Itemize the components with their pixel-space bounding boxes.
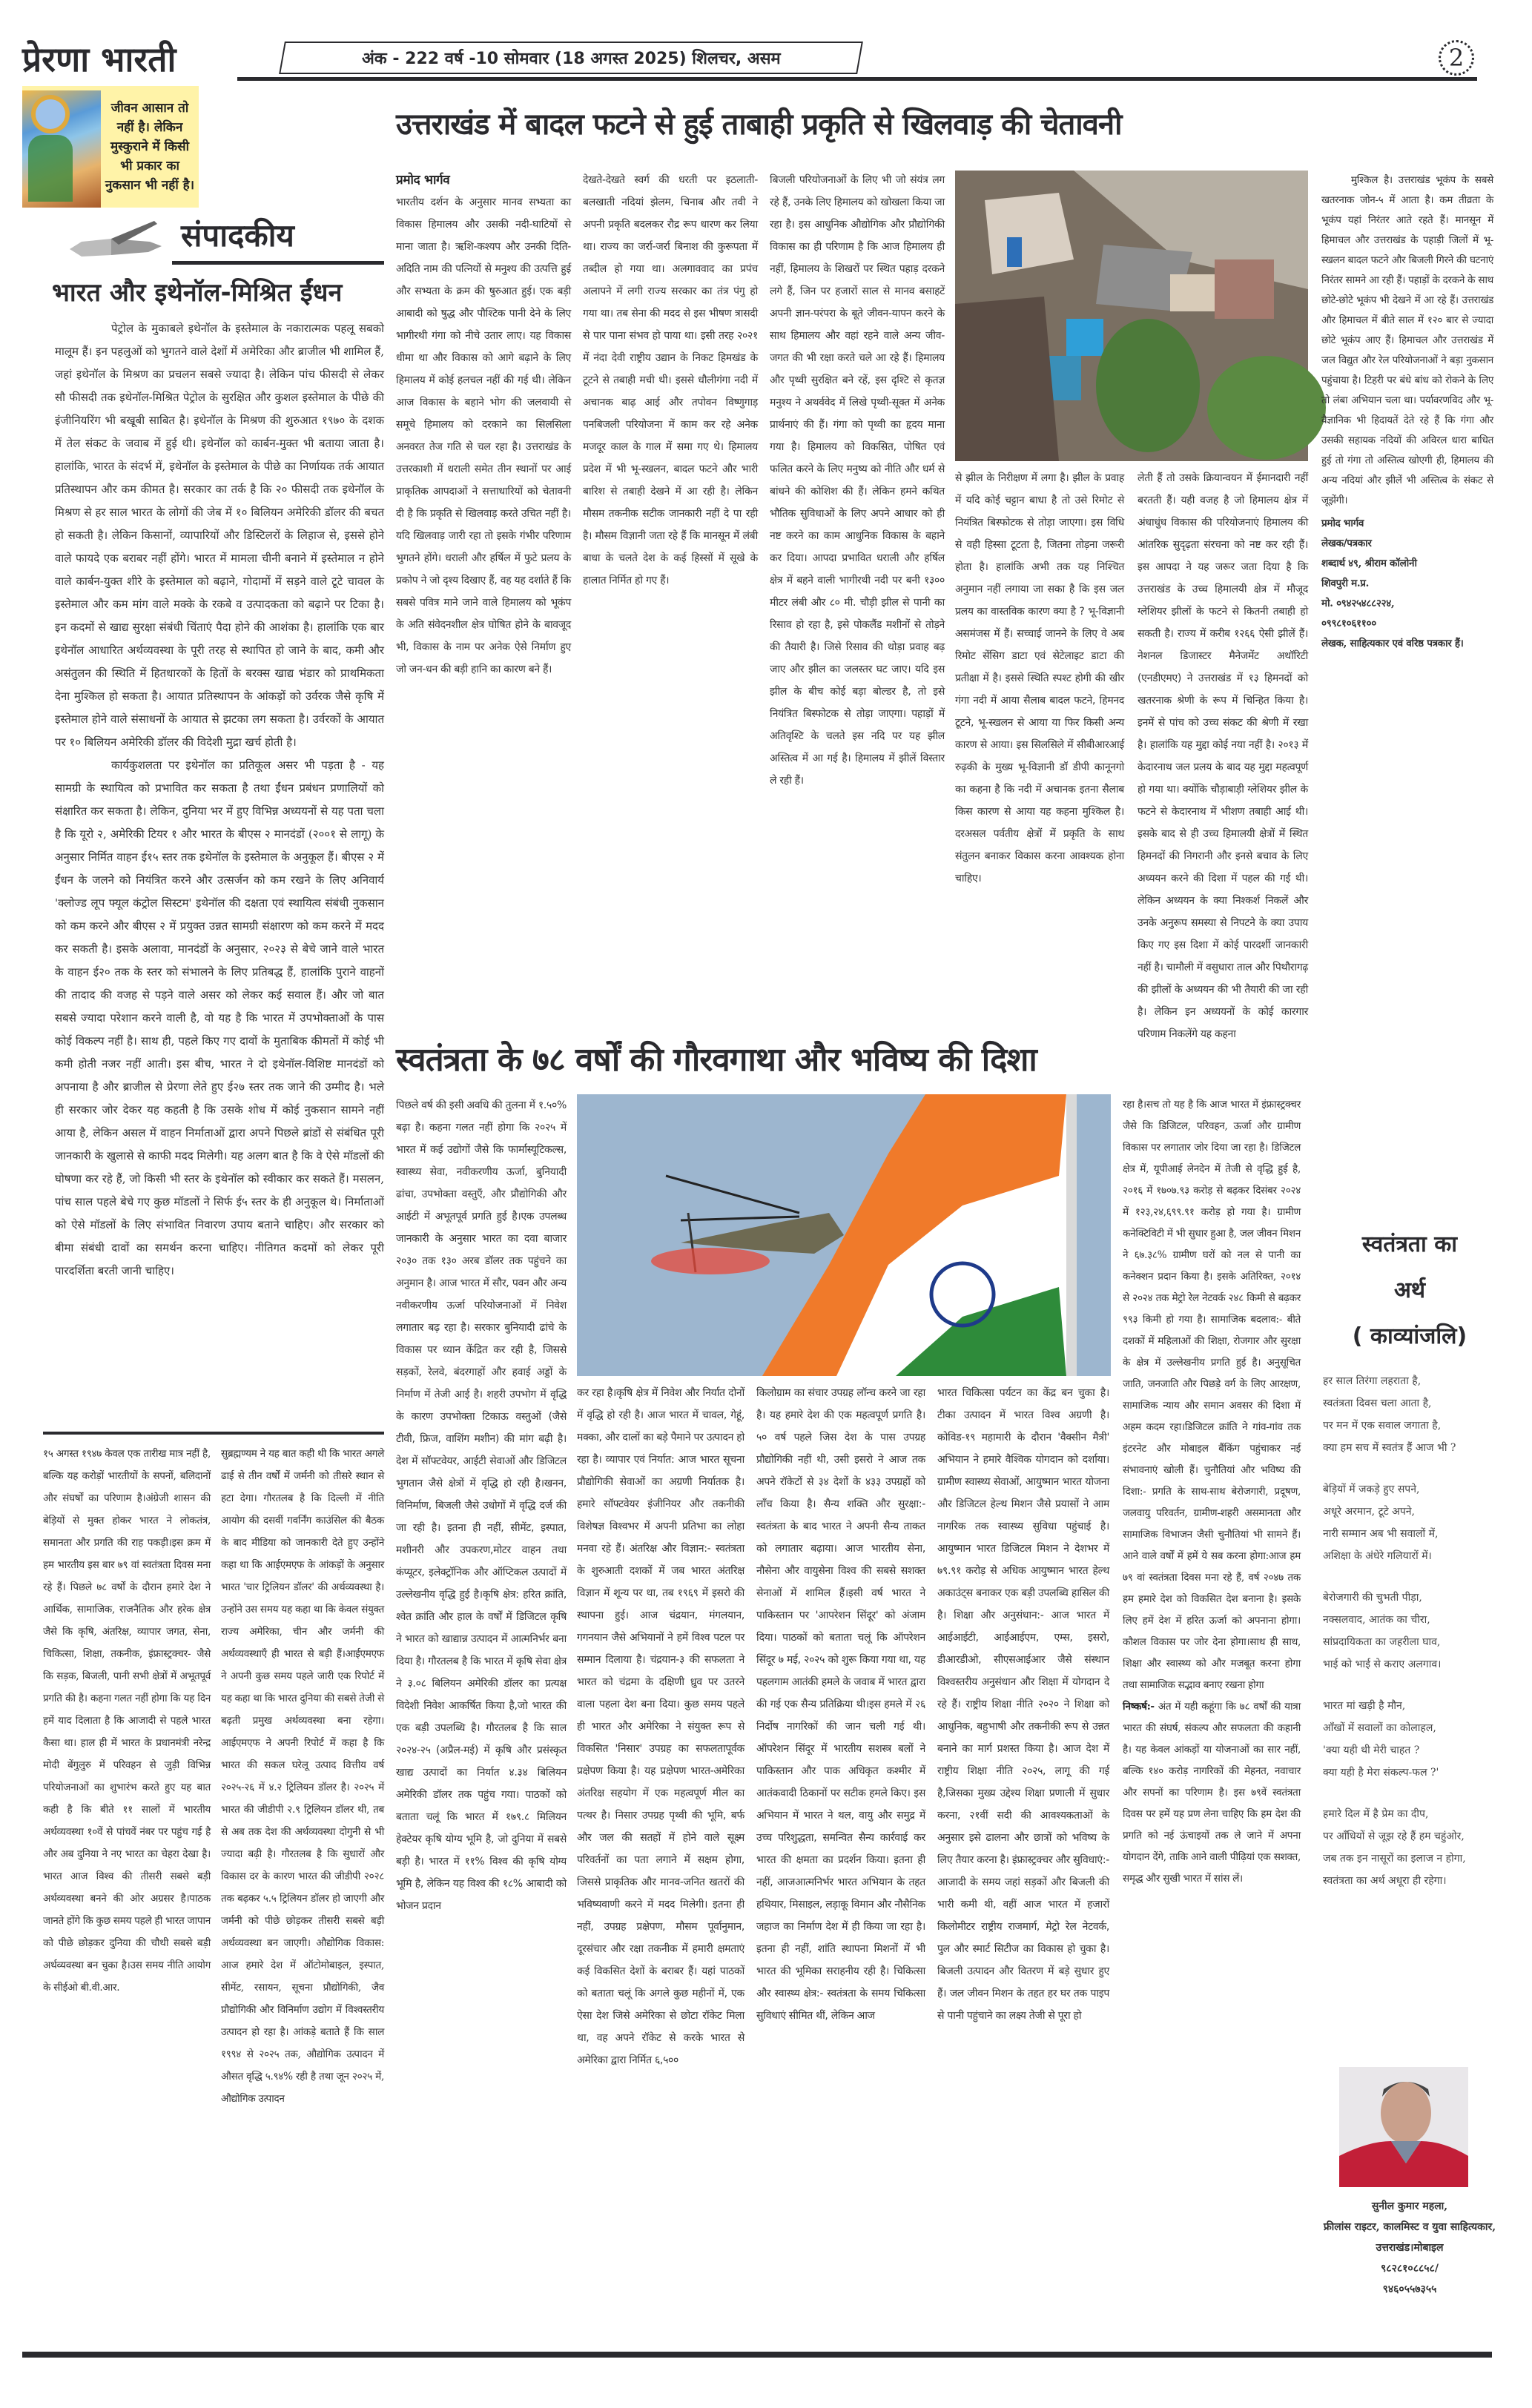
- poem-line: हर साल तिरंगा लहराता है,: [1323, 1375, 1422, 1387]
- article2-column-text: १५ अगस्त १९४७ केवल एक तारीख मात्र नहीं है, बल्कि यह करोड़ों भारतीयों के सपनों, बलिदानों और संघर्षों का परिणाम है।अंग्रेजी शासन की बेड़ियों से मुक्त होकर भारत ने लोकतंत्र, समानता और प्रगति की राह पकड़ी।इस क्रम में हम भारतीय इस बार ७९ वां स्वतंत्रता दिवस मना रहे हैं। पिछले ७८ वर्षों के दौरान हमारे देश ने आर्थिक, सामाजिक, राजनैतिक और हरेक क्षेत्र जैसे कि कृषि, अंतरिक्ष, व्यापार जगत, सेना, चिकित्सा, शिक्षा, तकनीक, इंफ्रास्ट्रक्चर- जैसे कि सड़क, बिजली, पानी सभी क्षेत्रों में अभूतपूर्व प्रगति की है। कहना गलत नहीं होगा कि यह दिन हमें याद दिलाता है कि आजादी से पहले भारत कैसा था। हाल ही में भारत के प्रधानमंत्री नरेन्द्र मोदी बेंगुलुरु में परिवहन से जुड़ी विभिन्न परियोजनाओं का शुभारंभ करते हुए यह बात कही है कि बीते ११ सालों में भारतीय अर्थव्यवस्था १०वें से पांचवें नंबर पर पहुंच गई है और अब दुनिया ने नए भारत का चेहरा देखा है।भारत आज विश्व की तीसरी सबसे बड़ी अर्थव्यवस्था बनने की ओर अग्रसर है।पाठक जानते होंगे कि कुछ समय पहले ही भारत जापान को पीछे छोड़कर दुनिया की चौथी सबसे बड़ी अर्थव्यवस्था बन चुका है।उस समय नीति आयोग के सीईओ बी.वी.आर.: [43, 1448, 211, 1994]
- article2-column-text: भारत चिकित्सा पर्यटन का केंद्र बन चुका है। टीका उत्पादन में भारत विश्व अग्रणी है। कोविड-१९ महामारी के दौरान 'वैक्सीन मैत्री' अभियान ने हमारे वैश्विक योगदान को दर्शाया। ग्रामीण स्वास्थ्य सेवाओं, आयुष्मान भारत योजना और डिजिटल हेल्थ मिशन जैसे प्रयासों ने आम नागरिक तक स्वास्थ्य सुविधा पहुंचाई है।आयुष्मान भारत डिजिटल मिशन ने देशभर में ७९.९१ करोड़ से अधिक आयुष्मान भारत हेल्थ अकाउंट्स बनाकर एक बड़ी उपलब्धि हासिल की है। शिक्षा और अनुसंधान:- आज भारत में आईआईटी, आईआईएम, एम्स, इसरो, डीआरडीओ, सीएसआईआर जैसे संस्थान विश्वस्तरीय अनुसंधान और शिक्षा में योगदान दे रहे हैं। राष्ट्रीय शिक्षा नीति २०२० ने शिक्षा को आधुनिक, बहुभाषी और तकनीकी रूप से उन्नत बनाने का मार्ग प्रशस्त किया है। आज देश में राष्ट्रीय शिक्षा नीति २०२५, लागू की गई है,जिसका मुख्य उद्देश्य शिक्षा प्रणाली में सुधार करना, २१वीं सदी की आवश्यकताओं के अनुसार इसे ढालना और छात्रों को भविष्य के लिए तैयार करना है। इंफ्रास्ट्रक्चर और सुविधाएं:- आजादी के समय जहां सड़कों और बिजली की भारी कमी थी, वहीं आज भारत में हजारों किलोमीटर राष्ट्रीय राजमार्ग, मेट्रो रेल नेटवर्क, पुल और स्मार्ट सिटीज का विकास हो चुका है। बिजली उत्पादन और वितरण में बड़े सुधार हुए हैं। जल जीवन मिशन के तहत हर घर तक पाइप से पानी पहुंचाने का लक्ष्य तेजी से पूरा हो: [937, 1387, 1109, 2022]
- article2-column: [937, 1382, 1109, 2347]
- landslide-illustration: [955, 171, 1308, 461]
- independence-day-photo: [577, 1094, 1111, 1376]
- quote-box: [22, 86, 199, 208]
- article2-column: [577, 1382, 744, 2347]
- article2-column: [756, 1382, 925, 2347]
- article2-column-text: पिछले वर्ष की इसी अवधि की तुलना में १.५०% बढ़ा है। कहना गलत नहीं होगा कि २०२५ में भारत में कई उद्योगों जैसे कि फार्मास्यूटिकल्स, स्वास्थ्य सेवा, नवीकरणीय ऊर्जा, बुनियादी ढांचा, उपभोक्ता वस्तुएँ, और प्रौद्योगिकी और आईटी में अभूतपूर्व प्रगति हुई है।एक उपलब्ध जानकारी के अनुसार भारत का दवा बाजार २०३० तक १३० अरब डॉलर तक पहुंचने का अनुमान है। आज भारत में सौर, पवन और अन्य नवीकरणीय ऊर्जा परियोजनाओं में निवेश लगातार बढ़ रहा है। सरकार बुनियादी ढांचे के विकास पर ध्यान केंद्रित कर रही है, जिससे सड़कों, रेलवे, बंदरगाहों और हवाई अड्डों के निर्माण में तेजी आई है। शहरी उपभोग में वृद्धि के कारण उपभोक्ता टिकाऊ वस्तुओं (जैसे टीवी, फ्रिज, वाशिंग मशीन) की मांग बढ़ी है। देश में सॉफ्टवेयर, आईटी सेवाओं और डिजिटल भुगतान जैसे क्षेत्रों में वृद्धि हो रही है।खनन, विनिर्माण, बिजली जैसे उधोगों में वृद्धि दर्ज की जा रही है। इतना ही नहीं, सीमेंट, इस्पात, मशीनरी और उपकरण,मोटर वाहन तथा कंप्यूटर, इलेक्ट्रॉनिक और ऑप्टिकल उत्पादों में उल्लेखनीय वृद्धि हुई है।कृषि क्षेत्र: हरित क्रांति, श्वेत क्रांति और हाल के वर्षों में डिजिटल कृषि ने भारत को खाद्यान्न उत्पादन में आत्मनिर्भर बना दिया है। गौरतलब है कि भारत में कृषि सेवा क्षेत्र ने ३.०८ बिलियन अमेरिकी डॉलर का प्रत्यक्ष विदेशी निवेश आकर्षित किया है,जो भारत की एक बड़ी उपलब्धि है। गौरतलब है कि साल २०२४-२५ (अप्रैल-मई) में कृषि और प्रसंस्कृत खाद्य उत्पादों का निर्यात ४.३४ बिलियन अमेरिकी डॉलर तक पहुंच गया। पाठकों को बताता चलूं कि भारत में १७९.८ मिलियन हेक्टेयर कृषि योग्य भूमि है, जो दुनिया में सबसे बड़ी है। भारत में ११% विश्व की कृषि योग्य भूमि है, लेकिन यह विश्व की १८% आबादी को भोजन प्रदान: [396, 1099, 567, 1912]
- poem-line: अधूरे अरमान, टूटे अपने,: [1323, 1506, 1416, 1518]
- poem-stanza: [1323, 1803, 1516, 1892]
- krishna-arjuna-image: [22, 90, 101, 208]
- issue-info-box: [279, 42, 863, 74]
- article2-column: [396, 1094, 567, 2347]
- article1-headline: उत्तराखंड में बादल फटने से हुई ताबाही प्रकृति से खिलवाड़ की चेतावनी: [396, 108, 1122, 142]
- poem-title-line: ( काव्यांजलि): [1352, 1323, 1467, 1349]
- article1-column-text: मुश्किल है। उत्तराखंड भूकंप के सबसे खतरनाक जोन-५ में आता है। कम तीव्रता के भूकंप यहां निरंतर आते रहते हैं। मानसून में हिमाचल और उत्तराखंड के पहाड़ी जिलों में भू-स्खलन बादल फटने और बिजली गिरने की घटनाएं निरंतर सामने आ रही हैं। पहाड़ों के दरकने के साथ छोटे-छोटे भूकंप भी देखने में आ रहे हैं। उत्तराखंड और हिमाचल में बीते साल में १२० बार से ज्यादा छोटे भूकंप आए हैं। हिमाचल और उत्तराखंड में जल विद्युत और रेल परियोजनाओं ने बड़ा नुकसान पहुंचाया है। टिहरी पर बंधे बांध को रोकने के लिए तो लंबा अभियान चला था। पर्यावरणविद और भू-वैज्ञानिक भी हिदायतें देते रहे हैं कि गंगा और उसकी सहायक नदियों की अविरल धारा बाधित हुई तो गंगा तो अस्तित्व खोएगी ही, हिमालय की अन्य नदियां और झीलें भी अस्तित्व के संकट से जूझेंगी।: [1321, 174, 1493, 506]
- author-caption: [1317, 2196, 1502, 2300]
- signature-phone-label: मो.: [1321, 598, 1333, 609]
- article1-column-text: से झील के निरीक्षण में लगा है। झील के प्रवाह में यदि कोई चट्टान बाधा है तो उसे रिमोट से नियंत्रित बिस्फोटक से तोड़ा जाएगा। इस विधि से वही हिस्सा टूटता है, जितना तोड़ना जरूरी होता है। हालांकि अभी तक यह निश्चित अनुमान नहीं लगाया जा सका है कि इस जल प्रलय का वास्तविक कारण क्या है ? भू-विज्ञानी असमंजस में हैं। सच्चाई जानने के लिए वे अब रिमोट सेंसिग डाटा एवं सेटेलाइट डाटा की प्रतीक्षा में है। इससे स्थिति स्पश्ट होगी की खीर गंगा नदी में आया सैलाब बादल फटने, हिमनद टूटने, भू-स्खलन से आया या फिर किसी अन्य कारण से आया। इस सिलसिले में सीबीआरआई रुढ़की के मुख्य भू-विज्ञानी डॉ डीपी कानूनगो का कहना है कि नदी में अचानक इतना सैलाब किस कारण से आया यह कहना मुश्किल है। दरअसल पर्वतीय क्षेत्रों में प्रकृति के साथ संतुलन बनाकर विकास करना आवश्यक होना चाहिए।: [955, 472, 1124, 884]
- poem-line: पर आँधियों से जूझ रहे हैं हम चहुंओर,: [1323, 1830, 1465, 1842]
- signature-bio: लेखक, साहित्यकार एवं वरिष्ठ पत्रकार हैं।: [1321, 638, 1464, 649]
- poem-stanza: [1323, 1370, 1516, 1459]
- editorial-rule: [172, 261, 384, 265]
- flag-helicopter-illustration: [577, 1094, 1111, 1376]
- article1-final-column: [1321, 171, 1493, 1014]
- poem-title-line: स्वतंत्रता का: [1361, 1231, 1458, 1257]
- editorial-label: संपादकीय: [181, 217, 294, 254]
- poem-line: हमारे दिल में है प्रेम का दीप,: [1323, 1808, 1429, 1820]
- article2-column-text: सुब्रह्मण्यम ने यह बात कही थी कि भारत अगले ढाई से तीन वर्षों में जर्मनी को तीसरे स्थान से हटा देगा। गौरतलब है कि दिल्ली में नीति आयोग की दसवीं गवर्निंग काउंसिल की बैठक के बाद मीडिया को जानकारी देते हुए उन्होंने कहा था कि आईएमएफ के आंकड़ों के अनुसार भारत 'चार ट्रिलियन डॉलर' की अर्थव्यवस्था है। उन्होंने उस समय यह कहा था कि केवल संयुक्त राज्य अमेरिका, चीन और जर्मनी की अर्थव्यवस्थाएँ ही भारत से बड़ी हैं।आईएमएफ ने अपनी कुछ समय पहले जारी एक रिपोर्ट में यह कहा था कि भारत दुनिया की सबसे तेजी से बढ़ती प्रमुख अर्थव्यवस्था बना रहेगा। आईएमएफ ने अपनी रिपोर्ट में कहा है कि भारत की सकल घरेलू उत्पाद वित्तीय वर्ष २०२५-२६ में ४.२ ट्रिलियन डॉलर है। २०२५ में भारत की जीडीपी २.९ ट्रिलियन डॉलर थी, तब से अब तक देश की अर्थव्यवस्था दोगुनी से भी ज्यादा बढ़ी है। गौरतलब है कि सुधारों और विकास दर के कारण भारत की जीडीपी २०२८ तक बढ़कर ५.५ ट्रिलियन डॉलर हो जाएगी और जर्मनी को पीछे छोड़कर तीसरी सबसे बड़ी अर्थव्यवस्था बन जाएगी। औद्योगिक विकास: आज हमारे देश में ऑटोमोबाइल, इस्पात, सीमेंट, रसायन, सूचना प्रौद्योगिकी, जैव प्रौद्योगिकी और विनिर्माण उद्योग में विश्वस्तरीय उत्पादन हो रहा है। आंकड़े बताते हैं कि साल १९९४ से २०२५ तक, औद्योगिक उत्पादन में औसत वृद्धि ५.९४% रही है तथा जून २०२५ में, औद्योगिक उत्पादन: [221, 1448, 384, 2105]
- poem-line: बेड़ियों में जकड़े हुए सपने,: [1323, 1484, 1420, 1495]
- signature-role: लेखक/पत्रकार: [1321, 538, 1372, 549]
- article1-column-text: लेती हैं तो उसके क्रियान्वयन में ईमानदारी नहीं बरतती हैं। यही वजह है जो हिमालय क्षेत्र में अंधाधुंध विकास की परियोजनाएं हिमालय की आंतरिक सुदृढ़ता संरचना को नष्ट कर रही हैं। इस आपदा ने यह जरूर जता दिया है कि उत्तराखंड के उच्च हिमालयी क्षेत्र में मौजूद ग्लेशियर झीलों के फटने से कितनी तबाही हो सकती है। राज्य में करीब १२६६ ऐसी झीलें हैं। नेशनल डिजास्टर मैनेजमेंट अथॉरिटी (एनडीएमए) ने उत्तराखंड में १३ हिमनदों को खतरनाक श्रेणी के रूप में चिन्हित किया है। इनमें से पांच को उच्च संकट की श्रेणी में रखा है। हालांकि यह मुद्दा कोई नया नहीं है। २०१३ में केदारनाथ जल प्रलय के बाद यह मुद्दा महत्वपूर्ण हो गया था। क्योंकि चौड़ाबाड़ी ग्लेशियर झील के फटने से केदारनाथ में भीशण तबाही आई थी। इसके बाद से ही उच्च हिमालयी क्षेत्रों में स्थित हिमनदों की निगरानी और इनसे बचाव के लिए अध्ययन करने की दिशा में पहल की गई थी। लेकिन अध्ययन के क्या निश्कर्श निकलें और उनके अनुरूप समस्या से निपटने के क्या उपाय किए गए इस दिशा में कोई पारदर्शी जानकारी नहीं है। चामौली में वसुधारा ताल और पिथौरागढ़ की झीलों के अध्ययन की भी तैयारी की जा रही है। लेकिन इन अध्ययनों के कोई कारगार परिणाम निकलेंगे यह कहना: [1138, 472, 1308, 1040]
- editorial-paragraph: पेट्रोल के मुकाबले इथेनॉल के इस्तेमाल के नकारात्मक पहलू सबको मालूम हैं। इन पहलुओं को भुगतने वाले देशों में अमेरिका और ब्राजील भी शामिल हैं, जहां इथेनॉल के मिश्रण का प्रचलन सबसे ज्यादा है। लेकिन पांच फीसदी से लेकर सौ फीसदी तक इथेनॉल-मिश्रित पेट्रोल के सुरक्षित और कुशल इस्तेमाल के पीछे की इंजीनियरिंग भी बखूबी साबित है। इथेनॉल के मिश्रण की शुरुआत १९७० के दशक में तेल संकट के जवाब में हुई थी। इथेनॉल को कार्बन-मुक्त भी बताया जाता है। हालांकि, भारत के संदर्भ में, इथेनॉल के इस्तेमाल के पीछे का निर्णायक तर्क आयात प्रतिस्थापन और कम कीमत है। सरकार का तर्क है कि २० फीसदी तक इथेनॉल के मिश्रण से हर साल भारत के लोगों की जेब में १० बिलियन अमेरिकी डॉलर की बचत हो सकती है। लेकिन किसानों, व्यापारियों और डिस्टिलरों के लिहाज से, इससे होने वाले फायदे एक बराबर नहीं होंगे। भारत में मामला चीनी बनाने में इस्तेमाल न होने वाले कार्बन-युक्त शीरे के इस्तेमाल को बढ़ाने, गोदामों में सड़ने वाले टूटे चावल के इस्तेमाल और कम मांग वाले मक्के के रकबे व उत्पादकता को बढ़ाने पर टिका है। इन कदमों से खाद्य सुरक्षा संबंधी चिंताएं पैदा होने की आशंका है। हालांकि एक बार इथेनॉल आधारित अर्थव्यवस्था के पूरी तरह से स्थापित हो जाने के बाद, कमी और असंतुलन की स्थिति में हितधारकों के हितों के बरक्स खाद्य भंडार को प्राथमिकता देना मुश्किल हो सकता है। आयात प्रतिस्थापन के आंकड़ों को उर्वरक जैसे कृषि में इस्तेमाल होने वाले संसाधनों के आयात से झटका लग सकता है। उर्वरकों के आयात पर १० बिलियन अमेरिकी डॉलर की विदेशी मुद्रा खर्च होती है।: [55, 322, 385, 749]
- poem-line: क्या हम सच में स्वतंत्र हैं आज भी ?: [1323, 1442, 1456, 1454]
- page-number-badge: 2: [1439, 40, 1474, 76]
- poem-line: नक्सलवाद, आतंक का चीरा,: [1323, 1614, 1430, 1626]
- article1-byline: प्रमोद भार्गव: [396, 173, 450, 188]
- article2-column-text: किलोग्राम का संचार उपग्रह लॉन्च करने जा रहा है। यह हमारे देश की एक महत्वपूर्ण प्रगति है। ५० वर्ष पहले जिस देश के पास उपग्रह प्रौद्योगिकी नहीं थी, उसी इसरो ने आज तक अपने रॉकेटों से ३४ देशों के ४३३ उपग्रहों को लॉंच किया है। सैन्य शक्ति और सुरक्षा:-स्वतंत्रता के बाद भारत ने अपनी सैन्य ताकत को लगातार बढ़ाया। आज भारतीय सेना, नौसेना और वायुसेना विश्व की सबसे सशक्त सेनाओं में शामिल हैं।इसी वर्ष भारत ने पाकिस्तान पर 'आपरेशन सिंदूर' को अंजाम दिया। पाठकों को बताता चलूं कि ऑपरेशन सिंदूर ७ मई, २०२५ को शुरू किया गया था, यह पहलगाम आतंकी हमले के जवाब में भारत द्वारा की गई एक सैन्य प्रतिक्रिया थी।इस हमले में २६ निर्दोष नागरिकों की जान चली गई थी। ऑपरेशन सिंदूर में भारतीय सशस्त्र बलों ने पाकिस्तान और पाक अधिकृत कश्मीर में आतंकवादी ठिकानों पर सटीक हमले किए। इस अभियान में भारत ने थल, वायु और समुद्र में उच्च परिशुद्धता, समन्वित सैन्य कार्रवाई कर भारत की क्षमता का प्रदर्शन किया। इतना ही नहीं, आजआत्मनिर्भर भारत अभियान के तहत हथियार, मिसाइल, लड़ाकू विमान और नौसैनिक जहाज का निर्माण देश में ही किया जा रहा है। इतना ही नहीं, शांति स्थापना मिशनों में भी भारत की भूमिका सराहनीय रही है। चिकित्सा और स्वास्थ्य क्षेत्र:- स्वतंत्रता के समय चिकित्सा सुविधाएं सीमित थीं, लेकिन आज: [756, 1387, 925, 2022]
- editorial-headline: भारत और इथेनॉल-मिश्रित ईंधन: [52, 278, 343, 308]
- signature-address-2: शिवपुरी म.प्र.: [1321, 578, 1370, 589]
- article1-column: [770, 169, 945, 1014]
- signature-phone-2: ०९९८१०६११००: [1321, 618, 1376, 629]
- poem-line: नारी सम्मान अब भी सवालों में,: [1323, 1528, 1439, 1540]
- conclusion-text: अंत में यही कहूंगा कि ७८ वर्षों की यात्रा भारत की संघर्ष, संकल्प और सफलता की कहानी है। यह केवल आंकड़ों या योजनाओं का सार नहीं, बल्कि १४० करोड़ नागरिकों की मेहनत, नवाचार और सपनों का परिणाम है। इस ७९वें स्वतंत्रता दिवस पर हमें यह प्रण लेना चाहिए कि हम देश की प्रगति को नई ऊंचाइयों तक ले जाने में अपना योगदान देंगे, ताकि आने वाली पीढ़ियां एक सशक्त, समृद्ध और सुखी भारत में सांस लें।: [1123, 1701, 1301, 1885]
- conclusion-label: निष्कर्ष:-: [1123, 1701, 1155, 1713]
- masthead-rule: [237, 77, 1477, 81]
- author-name: सुनील कुमार महला,: [1371, 2200, 1448, 2212]
- article1-column-text: भारतीय दर्शन के अनुसार मानव सभ्यता का विकास हिमालय और उसकी नदी-घाटियों से माना जाता है। ऋशि-कश्यप और उनकी दिति-अदिति नाम की पत्नियों से मनुश्य की उत्पत्ति हुई और सभ्यता के क्रम की षुरुआत हुई। एक बड़ी आबादी को षुद्ध और पौश्टिक पानी देने के लिए भागीरथी गंगा को नीचे उतार लाए। यह विकास धीमा था और विकास को आगे बढ़ाने के लिए हिमालय में कोई हलचल नहीं की गई थी। लेकिन आज विकास के बहाने भोग की जलवायी से समूचे हिमालय को दरकाने का सिलसिला अनवरत तेज गति से चल रहा है। उत्तराखंड के उत्तरकाशी में धराली समेत तीन स्थानों पर आई प्राकृतिक आपदाओं ने सत्ताधारियों को चेतावनी दी है कि प्रकृति से खिलवाड़ करते उचित नहीं है। यदि खिलवाड़ जारी रहा तो इसके गंभीर परिणाम भुगतने होंगे। धराली और हर्षिल में फुटे प्रलय के प्रकोप ने जो दृश्य दिखाए हैं, वह यह दर्शाते हैं कि सबसे पवित्र माने जाने वाले हिमालय को भूकंप के अति संवेदनशील क्षेत्र घोषित होने के बावजूद भी, विकास के नाम पर अनेक ऐसे निर्माण हुए जो जन-धन की बड़ी हानि का कारण बने हैं।: [396, 196, 571, 675]
- landslide-photo: [955, 171, 1308, 461]
- author-photo: [1339, 2067, 1468, 2187]
- editorial-section-header: [22, 214, 384, 267]
- poem-line: बेरोजगारी की चुभती पीड़ा,: [1323, 1592, 1422, 1604]
- poem-line: भाई को भाई से कराए अलगाव।: [1323, 1658, 1442, 1670]
- article1-column: [583, 169, 758, 1014]
- poem-line: 'क्या यही थी मेरी चाहत ?: [1323, 1744, 1420, 1756]
- section-divider: [43, 1432, 384, 1435]
- signature-name: प्रमोद भार्गव: [1321, 517, 1364, 529]
- article2-column: [221, 1443, 384, 2347]
- article1-column: [396, 169, 571, 1014]
- poem-line: आँखों में सवालों का कोलाहल,: [1323, 1722, 1436, 1734]
- newspaper-brand: प्रेरणा भारती: [22, 39, 176, 79]
- article2-headline: स्वतंत्रता के ७८ वर्षों की गौरवगाथा और भविष्य की दिशा: [396, 1041, 1037, 1079]
- poem-line: क्या यही है मेरा संकल्प-फल ?': [1323, 1767, 1439, 1779]
- poem-title: [1317, 1222, 1502, 1360]
- author-role: फ्रीलांस राइटर, कालमिस्ट व युवा साहित्यकार,: [1323, 2221, 1496, 2233]
- signature-address-1: शब्दार्थ ४९, श्रीराम कॉलोनी: [1321, 558, 1417, 569]
- article2-column: [43, 1443, 211, 2347]
- poem-line: भारत मां खड़ी है मौन,: [1323, 1700, 1406, 1712]
- poem-body: [1323, 1370, 1516, 2052]
- author-place: उत्तराखंड।मोबाइल: [1376, 2242, 1444, 2254]
- issue-line: अंक - 222 वर्ष -10 सोमवार (18 अगस्त 2025) शिलचर, असम: [361, 50, 781, 68]
- signature-phone-1: ०९४२५४८८२२४,: [1336, 598, 1395, 609]
- poem-line: अशिक्षा के अंधेरे गलियारों में।: [1323, 1550, 1432, 1562]
- poem-title-line: अर्थ: [1393, 1277, 1426, 1303]
- quote-text: जीवन आसान तो नहीं है। लेकिन मुस्कुराने में किसी भी प्रकार का नुकसान भी नहीं है।: [105, 101, 195, 193]
- poem-line: जब तक इन नासूरों का इलाज न होगा,: [1323, 1853, 1466, 1865]
- poem-line: पर मन में एक सवाल जगाता है,: [1323, 1420, 1442, 1432]
- poem-line: स्वतंत्रता का अर्थ अधूरा ही रहेगा।: [1323, 1875, 1447, 1887]
- editorial-paragraph: कार्यकुशलता पर इथेनॉल का प्रतिकूल असर भी पड़ता है - यह सामग्री के स्थायित्व को प्रभावित कर सकता है तथा ईंधन प्रबंधन प्रणालियों को संक्षारित कर सकता है। लेकिन, दुनिया भर में हुए विभिन्न अध्ययनों से यह पता चला है कि यूरो २, अमेरिकी टियर १ और भारत के बीएस २ मानदंडों (२००१ से लागू) के अनुसार निर्मित वाहन ई१५ स्तर तक इथेनॉल के इस्तेमाल के अनुकूल हैं। बीएस २ में ईंधन के जलने को नियंत्रित करने और उत्सर्जन को कम रखने के लिए अनिवार्य 'क्लोज्ड लूप फ्यूल कंट्रोल सिस्टम' इथेनॉल की दक्षता एवं स्थायित्व संबंधी नुकसान को कम करने और बीएस २ में प्रयुक्त उन्नत सामग्री संक्षारण को कम करने में मदद कर सकती है। इसके अलावा, मानदंडों के अनुसार, २०२३ से बेचे जाने वाले भारत के वाहन ई२० तक के स्तर को संभालने के लिए प्रतिबद्ध हैं, हालांकि पुराने वाहनों की तादाद की वजह से पड़ने वाले असर को लेकर कई सवाल हैं। और जो बात सबसे ज्यादा परेशान करने वाली है, वो यह है कि भारत में उपभोक्ताओं के पास कोई विकल्प नहीं है। साथ ही, पहले किए गए दावों के मुताबिक कीमतों में कोई भी कमी होती नजर नहीं आती। इस बीच, भारत ने दो इथेनॉल-विशिष्ट मानदंडों को अपनाया है और ब्राजील से प्रेरणा लेते हुए ई२७ स्तर तक जाने की उम्मीद है। भले ही सरकार जोर देकर यह कहती है कि उसके शोध में कोई नुकसान सामने नहीं आया है, लेकिन असल में वाहन निर्माताओं द्वारा अपने पिछले ब्रांडों से संबंधित पूरी जानकारी के खुलासे से काफी मदद मिलेगी। यह अलग बात है कि वे ऐसे मॉडलों की घोषणा कर रहे हैं, जो किसी भी स्तर के इथेनॉल को स्वीकार कर सकते हैं। मसलन, पांच साल पहले बेचे गए कुछ मॉडलों ने सिर्फ ई५ स्तर के ही अनुकूल थे। निर्माताओं को ऐसे मॉडलों के लिए संभावित निवारण उपाय बताने चाहिए। और सरकार को बीमा संबंधी दावों का समर्थन करना चाहिए। नीतिगत कदमों को लेकर पूरी पारदर्शिता बरती जानी चाहिए।: [55, 758, 384, 1277]
- article2-column: [1123, 1094, 1301, 2347]
- article1-column: [1138, 467, 1308, 1040]
- author-phone-2: ९४६०५५७३५५: [1382, 2283, 1437, 2295]
- author-phone-1: ९८२८१०८८५८/: [1381, 2263, 1439, 2275]
- article2-column-text: रहा है।सच तो यह है कि आज भारत में इंफ्रास्ट्रक्चर जैसे कि डिजिटल, परिवहन, ऊर्जा और ग्रामीण विकास पर लगातार जोर दिया जा रहा है। डिजिटल क्षेत्र में, यूपीआई लेनदेन में तेजी से वृद्धि हुई है, २०१६ में १७०७.९३ करोड़ से बढ़कर दिसंबर २०२४ में १२३,२४,६९९.९१ करोड़ हो गया है। ग्रामीण कनेक्टिविटी में भी सुधार हुआ है, जल जीवन मिशन ने ६७.३८% ग्रामीण घरों को नल से पानी का कनेक्शन प्रदान किया है। इसके अतिरिक्त, २०१४ से २०२४ तक मेट्रो रेल नेटवर्क २४८ किमी से बढ़कर ९९३ किमी हो गया है। सामाजिक बदलाव:- बीते दशकों में महिलाओं की शिक्षा, रोजगार और सुरक्षा के क्षेत्र में उल्लेखनीय प्रगति हुई है। अनुसूचित जाति, जनजाति और पिछड़े वर्ग के लिए आरक्षण, सामाजिक न्याय और समान अवसर की दिशा में अहम कदम रहा।डिजिटल क्रांति ने गांव-गांव तक इंटरनेट और मोबाइल बैंकिंग पहुंचाकर नई संभावनाएं खोली हैं। चुनौतियां और भविष्य की दिशा:- प्रगति के साथ-साथ बेरोजगारी, प्रदूषण, जलवायु परिवर्तन, ग्रामीण-शहरी असमानता और सामाजिक विभाजन जैसी चुनौतियां भी सामने हैं।आने वाले वर्षों में हमें ये सब करना होगा:आज हम ७९ वां स्वतंत्रता दिवस मना रहे हैं, वर्ष २०४७ तक हम हमारे देश को विकसित देश बनाना है। इसके लिए हमें देश में हरित ऊर्जा को अपनाना होगा।कौशल विकास पर जोर देना होगा।साथ ही साथ, शिक्षा और स्वास्थ्य को और मजबूत करना होगा तथा सामाजिक सद्भाव बनाए रखना होगा: [1123, 1099, 1301, 1691]
- editorial-body: [55, 317, 384, 1426]
- page-bottom-rule: [22, 2352, 1492, 2358]
- article1-column-text: बिजली परियोजनाओं के लिए भी जो संयंत्र लग रहे हैं, उनके लिए हिमालय को खोखला किया जा रहा है। इस आधुनिक औद्योगिक और प्रौद्योगिकी विकास का ही परिणाम है कि आज हिमालय ही नहीं, हिमालय के शिखरों पर स्थित पहाड़ दरकने लगे हैं, जिन पर हजारों साल से मानव बसाहटें अपनी ज्ञान-परंपरा के बूते जीवन-यापन करने के साथ हिमालय और वहां रहने वाले अन्य जीव-जगत की भी रक्षा करते चले आ रहे हैं। हिमालय और पृथ्वी सुरक्षित बने रहें, इस दृश्टि से कृतज्ञ मनुश्य ने अथर्ववेद में लिखे पृथ्वी-सूक्त में अनेक प्रार्थनाएं की हैं। गंगा को पृथ्वी का हृदय माना गया है। हिमालय को विकसित, पोषित एवं फलित करने के लिए मनुष्य को नीति और धर्म से बांधने की कोशिश की हैं। लेकिन हमने कथित भौतिक सुविधाओं के लिए अपने आधार को ही नष्ट करने का काम आधुनिक विकास के बहाने कर दिया। आपदा प्रभावित धराली और हर्षिल क्षेत्र में बहने वाली भागीरथी नदी पर बनी १३०० मीटर लंबी और ८० मी. चौड़ी झील से पानी का रिसाव हो रहा है, इसे पोकलैंड मशीनों से तोड़ने की तैयारी है। जिसे रिसाव की थोड़ा प्रवाह बढ़ जाए और झील का जलस्तर घट जाए। यदि इस झील के बीच कोई बड़ा बोल्डर है, तो इसे नियंत्रित बिस्फोटक से तोड़ा जाएगा। पहाड़ों में अतिवृश्टि के चलते इस नदि पर यह झील अस्तित्व में आ गई है। हिमालय में झीलें विस्तार ले रही हैं।: [770, 174, 945, 787]
- article1-column: [955, 467, 1124, 1014]
- author-portrait: [1339, 2067, 1468, 2187]
- writing-hand-icon: [67, 219, 171, 259]
- poem-stanza: [1323, 1478, 1516, 1567]
- poem-line: स्वतंत्रता दिवस चला आता है,: [1323, 1398, 1432, 1409]
- article1-column-text: देखते-देखते स्वर्ग की धरती पर इठलाती-बलखाती नदियां झेलम, चिनाब और तवी ने अपनी प्रकृति बदलकर रौद्र रूप धारण कर लिया था। राज्य का जर्रा-जर्रा बिनाश की कुरूपता में तब्दील हो गया था। अलगाववाद का प्रपंच अलापने में लगी राज्य सरकार का तंत्र पंगु हो गया था। तब सेना की मदद से इस भीषण त्रासदी से पार पाना संभव हो पाया था। इसी तरह २०२१ में नंदा देवी राष्ट्रीय उद्यान के निकट हिमखंड के टूटने से तबाही मची थी। इससे धौलीगंगा नदी में अचानक बाढ़ आई और तपोवन विष्णुगाड़ पनबिजली परियोजना में काम कर रहे अनेक मजदूर काल के गाल में समा गए थे। हिमालय प्रदेश में भी भू-स्खलन, बादल फटने और भारी बारिश से तबाही देखने में आ रही है। लेकिन मौसम तकनीक सटीक जानकारी नहीं दे पा रही है। मौसम विज्ञानी जता रहे हैं कि मानसून में लंबी बाधा के चलते देश के कई हिस्सों में सूखे के हालात निर्मित हो गए हैं।: [583, 174, 758, 586]
- article2-column-text: कर रहा है।कृषि क्षेत्र में निवेश और निर्यात दोनों में वृद्धि हो रही है। आज भारत में चावल, गेहूं, मक्का, और दालों का बड़े पैमाने पर उत्पादन हो रहा है। व्यापार एवं निर्यात: आज भारत सूचना प्रौद्योगिकी सेवाओं का अग्रणी निर्यातक है। हमारे सॉफ्टवेयर इंजीनियर और तकनीकी विशेषज्ञ विश्वभर में अपनी प्रतिभा का लोहा मनवा रहे हैं। अंतरिक्ष और विज्ञान:- स्वतंत्रता के शुरुआती दशकों में जब भारत अंतरिक्ष विज्ञान में शून्य पर था, तब १९६९ में इसरो की स्थापना हुई। आज चंद्रयान, मंगलयान, गगनयान जैसे अभियानों ने हमें विश्व पटल पर सम्मान दिलाया है। चंद्रयान-३ की सफलता ने भारत को चंद्रमा के दक्षिणी ध्रुव पर उतरने वाला पहला देश बना दिया। कुछ समय पहले ही भारत और अमेरिका ने संयुक्त रूप से विकसित 'निसार' उपग्रह का सफलतापूर्वक प्रक्षेपण किया है। यह प्रक्षेपण भारत-अमेरिका अंतरिक्ष सहयोग में एक महत्वपूर्ण मील का पत्थर है। निसार उपग्रह पृथ्वी की भूमि, बर्फ और जल की सतहों में होने वाले सूक्ष्म परिवर्तनों का पता लगाने में सक्षम होगा, जिससे प्राकृतिक और मानव-जनित खतरों की भविष्यवाणी करने में मदद मिलेगी। इतना ही नहीं, उपग्रह प्रक्षेपण, मौसम पूर्वानुमान, दूरसंचार और रक्षा तकनीक में हमारी क्षमताएं कई विकसित देशों के बराबर हैं। यहां पाठकों को बताता चलूं कि अगले कुछ महीनों में, एक ऐसा देश जिसे अमेरिका से छोटा रॉकेट मिला था, वह अपने रॉकेट से करके भारत से अमेरिका द्वारा निर्मित ६,५००: [577, 1387, 744, 2066]
- poem-stanza: [1323, 1695, 1516, 1784]
- poem-stanza: [1323, 1587, 1516, 1676]
- poem-line: सांप्रदायिकता का जहरीला घाव,: [1323, 1636, 1441, 1648]
